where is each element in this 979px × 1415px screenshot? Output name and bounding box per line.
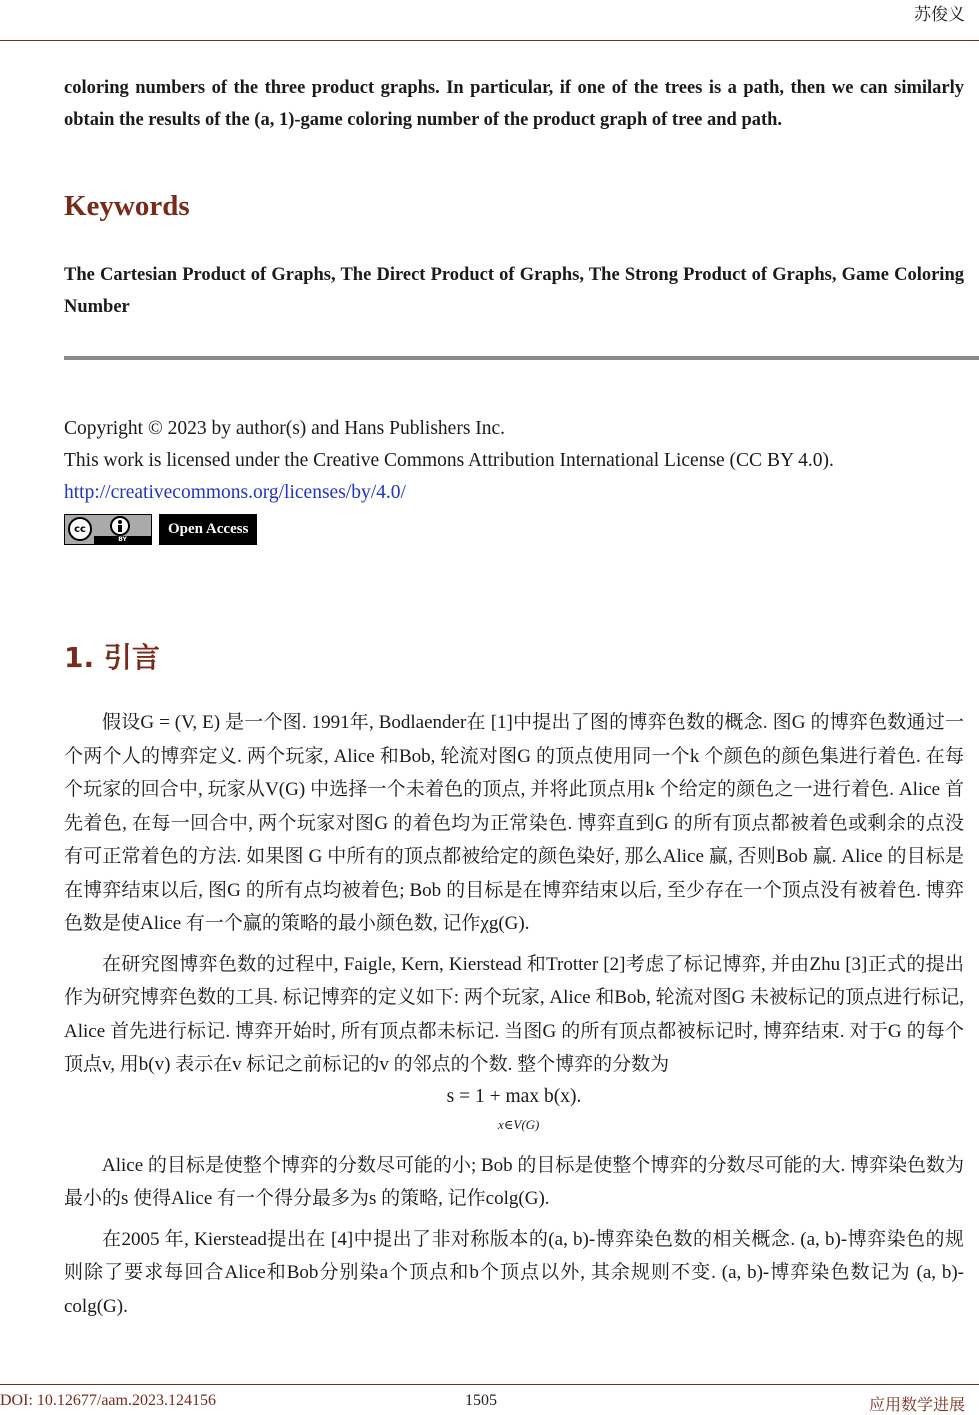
section-separator xyxy=(64,356,979,360)
running-header-author: 苏俊义 xyxy=(914,5,965,25)
paragraph-2: 在研究图博弈色数的过程中, Faigle, Kern, Kierstead 和Trotter [2]考虑了标记博弈, 并由Zhu [3]正式的提出作为研究博弈色数的工具. 标记博弈的定义如下: 两个玩家, Alice 和Bob, 轮流对图G 未被标记的顶点进行标记, Alice 首先进行标记. 博弈开始时, 所有顶点都未标记. 当图G 的所有顶点都被标记时, 博弈结束. 对于G 的每个顶点v, 用b(v) 表示在v 标记之前标记的v 的邻点的个数. 整个博弈的分数为 xyxy=(64,953,964,1075)
copyright-block xyxy=(64,413,969,509)
journal-name: 应用数学进展 xyxy=(868,1395,965,1414)
copyright-line: Copyright © 2023 by author(s) and Hans Publishers Inc. xyxy=(64,418,506,439)
header-rule xyxy=(0,40,979,41)
keywords-heading: Keywords xyxy=(64,190,190,222)
section-title: 1. 引言 xyxy=(64,641,160,674)
keywords-text: The Cartesian Product of Graphs, The Direct Product of Graphs, The Strong Product of Graphs, Game Coloring Number xyxy=(64,265,964,317)
open-access-badge[interactable]: Open Access xyxy=(159,514,257,545)
person-icon xyxy=(110,516,130,536)
cc-icon: cc xyxy=(68,517,92,541)
section-body xyxy=(64,706,964,1323)
formula-subscript: x∈V(G) xyxy=(498,1116,540,1132)
license-link[interactable]: http://creativecommons.org/licenses/by/4.0/ xyxy=(64,482,406,503)
footer-rule xyxy=(0,1384,979,1385)
formula-main: s = 1 + max b(x). xyxy=(446,1085,582,1107)
page-number: 1505 xyxy=(465,1392,497,1409)
paragraph-4: 在2005 年, Kierstead提出在 [4]中提出了非对称版本的(a, b)-博弈染色数的相关概念. (a, b)-博弈染色的规则除了要求每回合Alice和Bob分别染a个顶点和b个顶点以外, 其余规则不变. (a, b)-博弈染色数记为 (a, b)-colg(G). xyxy=(64,1228,964,1317)
score-formula xyxy=(64,1080,964,1138)
abstract-tail: coloring numbers of the three product graphs. In particular, if one of the trees is a path, then we can similarly obtain the results of the (a, 1)-game coloring number of the product graph of tree and path. xyxy=(64,78,964,130)
footer-doi: DOI: 10.12677/aam.2023.124156 xyxy=(0,1392,216,1409)
license-badges xyxy=(64,514,257,545)
by-label: BY xyxy=(94,536,151,544)
license-line: This work is licensed under the Creative Commons Attribution International License (CC BY 4.0). xyxy=(64,450,834,471)
paragraph-1: 假设G = (V, E) 是一个图. 1991年, Bodlaender在 [1]中提出了图的博弈色数的概念. 图G 的博弈色数通过一个两个人的博弈定义. 两个玩家, Alice 和Bob, 轮流对图G 的顶点使用同一个k 个颜色的颜色集进行着色. 在每个玩家的回合中, 玩家从V(G) 中选择一个未着色的顶点, 并将此顶点用k 个给定的颜色之一进行着色. Alice 首先着色, 在每一回合中, 两个玩家对图G 的着色均为正常染色. 博弈直到G 的所有顶点都被着色或剩余的点没有可正常着色的方法. 如果图 G 中所有的顶点都被给定的颜色染好, 那么Alice 赢, 否则Bob 赢. Alice 的目标是在博弈结束以后, 图G 的所有点均被着色; Bob 的目标是在博弈结束以后, 至少存在一个顶点没有被着色. 博弈色数是使Alice 有一个赢的策略的最小颜色数, 记作χg(G). xyxy=(64,712,964,934)
cc-by-badge[interactable] xyxy=(64,514,152,545)
paragraph-3: Alice 的目标是使整个博弈的分数尽可能的小; Bob 的目标是使整个博弈的分数尽可能的大. 博弈染色数为最小的s 使得Alice 有一个得分最多为s 的策略, 记作colg(G). xyxy=(64,1154,964,1209)
